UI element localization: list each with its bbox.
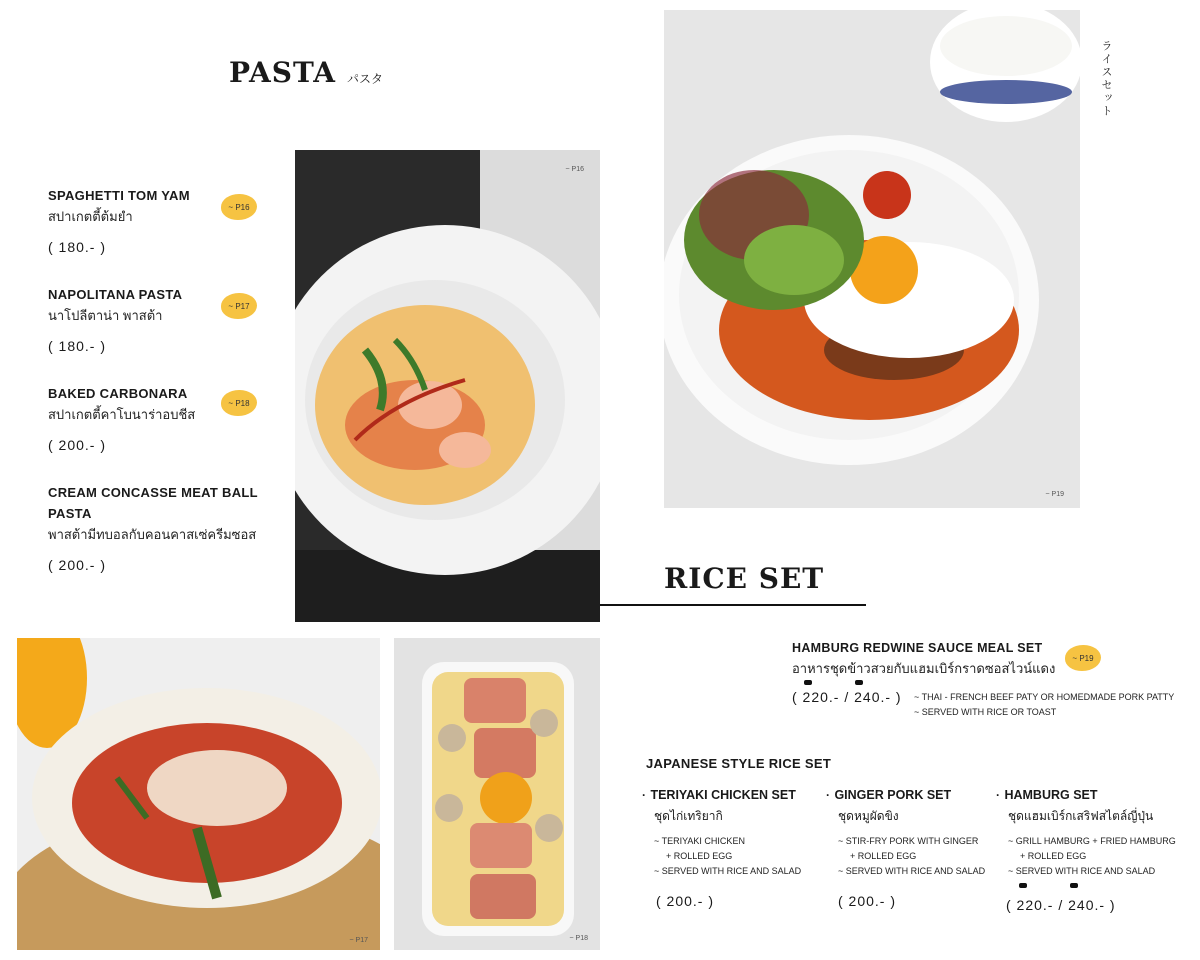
item-note: ~ SERVED WITH RICE OR TOAST — [914, 707, 1057, 717]
item-name: SPAGHETTI TOM YAM — [48, 188, 190, 203]
menu-item-meatball-pasta — [48, 485, 278, 573]
pasta-title: PASTA — [229, 56, 336, 89]
title-divider — [600, 604, 866, 606]
item-name-th: อาหารชุดข้าวสวยกับแฮมเบิร์กราดซอสไวน์แดง — [792, 661, 1056, 676]
photo-ref: ~ P16 — [565, 166, 584, 173]
item-name: HAMBURG SET — [1004, 788, 1098, 802]
item-price: ( 200.- ) — [48, 437, 107, 453]
japanese-rice-set-title: JAPANESE STYLE RICE SET — [646, 756, 832, 771]
item-name: CREAM CONCASSE MEAT BALL — [48, 485, 258, 500]
page-ref-badge: ~ P16 — [221, 194, 257, 220]
menu-item-hamburg-redwine — [792, 641, 1062, 679]
item-note: ~ SERVED WITH RICE AND SALAD — [838, 866, 986, 876]
photo-napolitana — [17, 638, 380, 950]
pork-icon — [1019, 883, 1027, 888]
item-name-th: ชุดไก่เทริยากิ — [654, 809, 723, 823]
rice-set-vertical-jp: ライスセット — [1100, 40, 1112, 118]
item-name-th: ชุดแฮมเบิร์กเสริฟสไตล์ญี่ปุ่น — [1008, 809, 1154, 823]
item-name: HAMBURG REDWINE SAUCE MEAL SET — [792, 641, 1043, 655]
item-note: ~ THAI - FRENCH BEEF PATY OR HOMEDMADE PORK PATTY — [914, 692, 1175, 702]
beef-icon — [1070, 883, 1078, 888]
menu-item-teriyaki-chicken: · TERIYAKI CHICKEN SET ชุดไก่เทริยากิ ~ TERIYAKI CHICKEN + ROLLED EGG ~ SERVED WITH RICE AND SALAD ( 200.- ) — [642, 786, 822, 909]
photo-baked-carbonara — [394, 638, 600, 950]
photo-hamburg-redwine — [664, 10, 1080, 508]
menu-item-napolitana — [48, 287, 228, 354]
item-note: + ROLLED EGG — [1020, 851, 1087, 861]
pork-icon — [804, 680, 812, 685]
item-name-th: สปาเกตตี้คาโบนาร่าอบชีส — [48, 407, 196, 422]
carbonara-tray-illustration — [394, 638, 600, 950]
item-name-line2: PASTA — [48, 506, 92, 521]
photo-ref: ~ P19 — [1045, 491, 1064, 498]
item-price: ( 180.- ) — [48, 239, 107, 255]
item-note: + ROLLED EGG — [850, 851, 917, 861]
item-name-th: ชุดหมูผัดขิง — [838, 809, 899, 823]
item-note: ~ TERIYAKI CHICKEN — [654, 836, 745, 846]
item-note: + ROLLED EGG — [666, 851, 733, 861]
napolitana-bowl-illustration — [17, 638, 380, 950]
menu-item-hamburg-set: · HAMBURG SET ชุดแฮมเบิร์กเสริฟสไตล์ญี่ปุ่น ~ GRILL HAMBURG + FRIED HAMBURG + ROLLED EGG ~ SERVED WITH RICE AND SALAD ( 220.- / 240.- ) — [996, 788, 1176, 913]
menu-item-spaghetti-tom-yam — [48, 188, 228, 255]
photo-ref: ~ P17 — [349, 937, 368, 944]
page-ref-badge: ~ P18 — [221, 390, 257, 416]
item-name-th: พาสต้ามีทบอลกับคอนคาสเซ่ครีมซอส — [48, 527, 257, 542]
item-note: ~ STIR-FRY PORK WITH GINGER — [838, 836, 979, 846]
item-price: ( 200.- ) — [656, 893, 715, 909]
beef-icon — [855, 680, 863, 685]
hamburg-plate-illustration — [664, 10, 1080, 508]
photo-ref: ~ P18 — [569, 935, 588, 942]
menu-item-baked-carbonara — [48, 386, 228, 453]
item-price: ( 220.- / 240.- ) — [1006, 897, 1116, 913]
item-note: ~ SERVED WITH RICE AND SALAD — [1008, 866, 1156, 876]
item-name: BAKED CARBONARA — [48, 386, 188, 401]
photo-tom-yam-pasta — [295, 150, 600, 622]
page-ref-badge: ~ P19 — [1065, 645, 1101, 671]
item-name-th: สปาเกตตี้ต้มยำ — [48, 209, 133, 224]
pasta-plate-illustration — [295, 150, 600, 622]
rice-set-title: RICE SET — [664, 562, 825, 595]
pasta-title-jp: パスタ — [347, 72, 384, 86]
item-price: ( 180.- ) — [48, 338, 107, 354]
item-name-th: นาโปลีตาน่า พาสต้า — [48, 308, 163, 323]
item-price: ( 220.- / 240.- ) — [792, 689, 902, 705]
item-note: ~ GRILL HAMBURG + FRIED HAMBURG — [1008, 836, 1176, 846]
item-name: NAPOLITANA PASTA — [48, 287, 183, 302]
item-price: ( 200.- ) — [48, 557, 107, 573]
menu-item-ginger-pork: · GINGER PORK SET ชุดหมูผัดขิง ~ STIR-FRY PORK WITH GINGER + ROLLED EGG ~ SERVED WITH RICE AND SALAD ( 200.- ) — [826, 786, 996, 909]
item-name: GINGER PORK SET — [834, 788, 952, 802]
item-price: ( 200.- ) — [838, 893, 897, 909]
item-name: TERIYAKI CHICKEN SET — [650, 788, 796, 802]
item-note: ~ SERVED WITH RICE AND SALAD — [654, 866, 802, 876]
page-ref-badge: ~ P17 — [221, 293, 257, 319]
